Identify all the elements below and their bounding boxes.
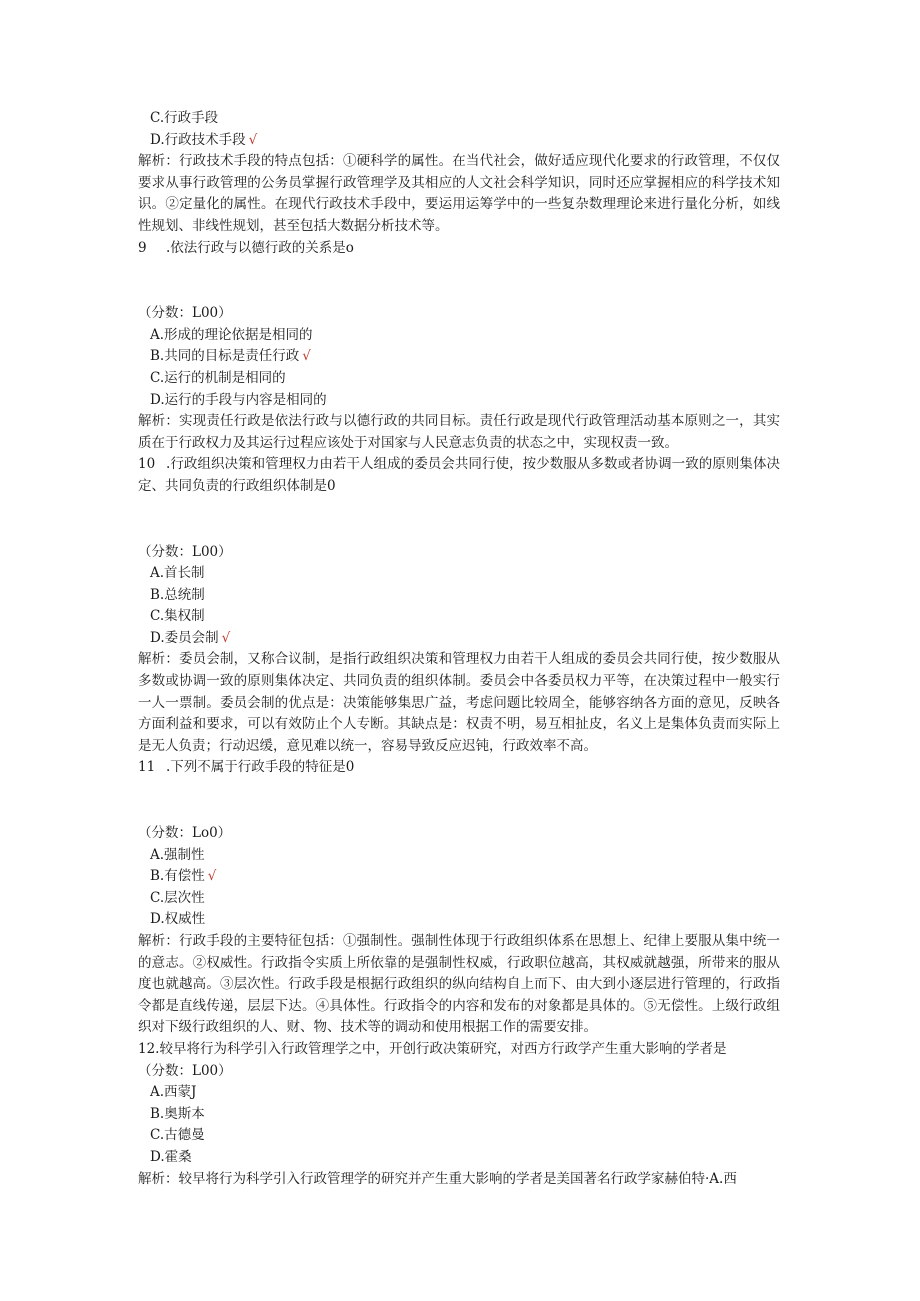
q10-option-d: D.委员会制 √ [150, 629, 231, 646]
q10-score: （分数：L00） [138, 543, 232, 560]
q12-score: （分数：L00） [138, 1062, 232, 1079]
q9-analysis: 解析：实现责任行政是依法行政与以德行政的共同目标。责任行政是现代行政管理活动基本原则之一，其实质在于行政权力及其运行过程应该处于对国家与人民意志负责的状态之中，实现权责一致。 [138, 413, 780, 451]
q11-option-c: C.层次性 [150, 889, 205, 906]
q12-analysis: 解析：较早将行为科学引入行政管理学的研究并产生重大影响的学者是美国著名行政学家赫伯特·A.西 [138, 1170, 737, 1187]
q10-stem: 10 .行政组织决策和管理权力由若干人组成的委员会共同行使，按少数服从多数或者协调一致的原则集体决定、共同负责的行政组织体制是0 [138, 456, 780, 494]
q11-option-d: D.权威性 [150, 911, 206, 928]
q11-number: 11 [138, 759, 156, 776]
answer-gap [138, 259, 780, 303]
q11-option-a: A.强制性 [150, 846, 205, 863]
correct-mark-icon: √ [302, 348, 311, 365]
q8-option-c: C.行政手段 [150, 110, 219, 126]
q9-number: 9 [138, 239, 147, 256]
q10-option-b: B.总统制 [150, 586, 205, 603]
q9-score: （分数：L00） [138, 305, 232, 322]
correct-mark-icon: √ [207, 868, 217, 885]
q10-option-a: A.首长制 [150, 565, 205, 582]
correct-mark-icon: √ [248, 131, 258, 148]
correct-mark-icon: √ [221, 629, 231, 646]
q11-stem: 11 .下列不属于行政手段的特征是0 [138, 757, 780, 779]
q12-option-c: C.古德曼 [150, 1127, 205, 1144]
q8-analysis: 解析：行政技术手段的特点包括：①硬科学的属性。在当代社会，做好适应现代化要求的行政管理，不仅仅要求从事行政管理的公务员掌握行政管理学及其相应的人文社会科学知识，同时还应掌握相应的科学技术知识。②定量化的属性。在现代行政技术手段中，要运用运筹学中的一些复杂数理理论来进行量化分析，如线性规划、非线性规划，甚至包括大数据分析技术等。 [138, 153, 780, 234]
q9-option-b: B.共同的目标是责任行政 √ [150, 348, 311, 365]
q10-option-c: C.集权制 [150, 608, 205, 625]
document-content [138, 108, 780, 1190]
q12-stem: 12.较早将行为科学引入行政管理学之中，开创行政决策研究，对西方行政学产生重大影响的学者是 [138, 1040, 727, 1057]
q12-option-a: A.西蒙J [150, 1084, 197, 1101]
q10-number: 10 [138, 456, 156, 473]
q9-stem: 9 .依法行政与以德行政的关系是o [138, 238, 780, 260]
q8-option-d: D.行政技术手段 √ [150, 131, 258, 148]
q12-option-b: B.奥斯本 [150, 1105, 205, 1122]
q11-option-b: B.有偿性 √ [150, 868, 217, 885]
q9-option-d: D.运行的手段与内容是相同的 [150, 391, 327, 408]
q9-option-c: C.运行的机制是相同的 [150, 369, 286, 386]
q9-option-a: A.形成的理论依据是相同的 [150, 326, 313, 343]
q11-analysis: 解析：行政手段的主要特征包括：①强制性。强制性体现于行政组织体系在思想上、纪律上要服从集中统一的意志。②权威性。行政指令实质上所依靠的是强制性权威，行政职位越高，其权威就越强，所带来的服从度也就越高。③层次性。行政手段是根据行政组织的纵向结构自上而下、由大到小逐层进行管理的，行政指令都是直线传递，层层下达。④具体性。行政指令的内容和发布的对象都是具体的。⑤无偿性。上级行政组织对下级行政组织的人、财、物、技术等的调动和使用根据工作的需要安排。 [138, 933, 780, 1036]
q12-option-d: D.霍桑 [150, 1148, 192, 1165]
answer-gap [138, 498, 780, 542]
q10-analysis: 解析：委员会制，又称合议制，是指行政组织决策和管理权力由若干人组成的委员会共同行使，按少数服从多数或协调一致的原则集体决定、共同负责的组织体制。委员会中各委员权力平等，在决策过程中一般实行一人一票制。委员会制的优点是：决策能够集思广益，考虑问题比较周全，能够容纳各方面的意见，反映各方面利益和要求，可以有效防止个人专断。其缺点是：权责不明，易互相扯皮，名义上是集体负责而实际上是无人负责；行动迟缓，意见难以统一，容易导致反应迟钝，行政效率不高。 [138, 651, 780, 754]
q11-score: （分数：Lo0） [138, 825, 232, 842]
answer-gap [138, 779, 780, 823]
